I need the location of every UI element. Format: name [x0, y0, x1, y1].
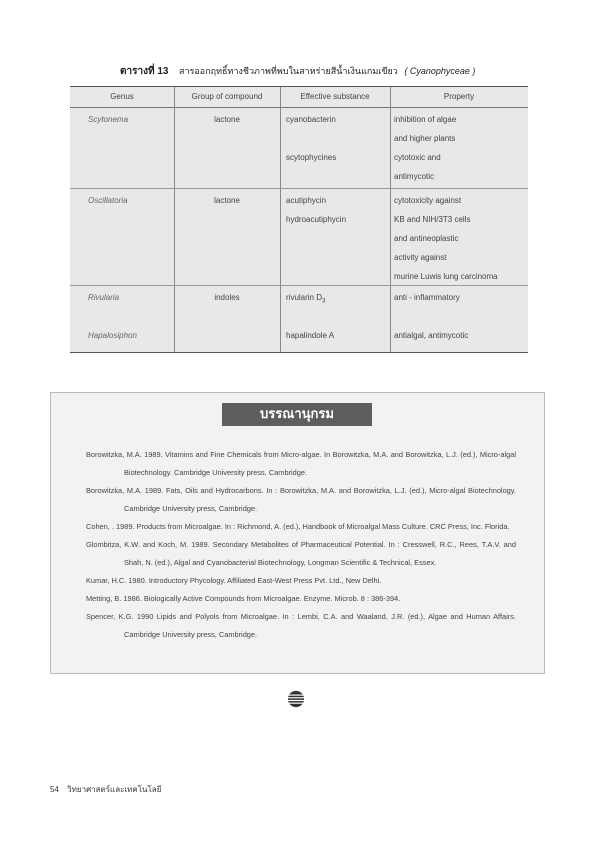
property-cell: antialgal, antimycotic [394, 331, 469, 340]
property-line: murine Luwis lung carcinoma [394, 272, 498, 281]
substance-cell [286, 110, 336, 167]
table-header [70, 87, 528, 108]
property-cell [394, 191, 498, 286]
reference-list [86, 446, 516, 644]
substance-line: hydroacutiphycin [286, 215, 347, 224]
globe-logo-icon [287, 690, 305, 708]
substance-cell [286, 191, 346, 229]
compound-table [70, 86, 528, 353]
reference-item: Spencer, K.G. 1990 Lipids and Polyols from Microalgae. In : Lembi, C.A. and Waaland, J.R. (ed.), Algae and Human Affairs. Cambridge University press, Cambridge. [86, 612, 516, 639]
substance-line: cyanobacterin [286, 115, 336, 124]
reference-item: Glombitza, K.W. and Koch, M. 1989. Secondary Metabolites of Pharmaceutical Potential. In : Cresswell, R.C., Rees, T.A.V. and Shah, N. (ed.), Algal and Cyanobacterial Biotechnology, Longman Scientific & Technical, Essex. [86, 540, 516, 567]
group-cell: lactone [214, 115, 240, 124]
table-title-latin: ( Cyanophyceae ) [404, 66, 476, 76]
substance-line: scytophycines [286, 153, 337, 162]
group-cell: indoles [214, 293, 240, 302]
property-cell [394, 110, 456, 186]
table-title: สารออกฤทธิ์ทางชีวภาพที่พบในสาหร่ายสีน้ำเงินแกมเขียว [179, 66, 398, 76]
property-line: and antineoplastic [394, 234, 459, 243]
page-footer [50, 783, 161, 796]
page-number: 54 [50, 785, 59, 794]
substance-cell [286, 288, 325, 312]
genus-cell: Oscillatoria [88, 196, 128, 205]
table-number: ตารางที่ 13 [120, 66, 169, 77]
journal-title: วิทยาศาสตร์และเทคโนโลยี [67, 785, 162, 794]
column-divider [280, 87, 281, 352]
property-line: and higher plants [394, 134, 456, 143]
reference-item: Borowitzka, M.A. 1989. Fats, Oils and Hydrocarbons. In : Borowitzka, M.A. and Borowitzka, L.J. (ed.), Micro-algal Biotechnology. Cambridge University press, Cambridge. [86, 486, 516, 513]
substance-cell: hapalindole A [286, 331, 335, 340]
table-caption [120, 64, 520, 79]
reference-item: Metting, B. 1986. Biologically Active Compounds from Microalgae. Enzyme. Microb. 8 : 386-394. [86, 594, 401, 603]
header-genus: Genus [110, 92, 134, 101]
property-line: KB and NIH/3T3 cells [394, 215, 471, 224]
reference-item: Kumar, H.C. 1980. Introductory Phycology. Affiliated East-West Press Pvt. Ltd., New Delhi. [86, 576, 382, 585]
header-group: Group of compound [191, 92, 263, 101]
header-substance: Effective substance [300, 92, 370, 101]
group-cell: lactone [214, 196, 240, 205]
substance-line [286, 129, 336, 148]
row-divider [70, 188, 528, 189]
genus-cell: Scytonema [88, 115, 129, 124]
property-line: cytotoxic and [394, 153, 441, 162]
genus-cell: Rivularia [88, 293, 120, 302]
property-line: cytotoxicity against [394, 196, 462, 205]
reference-item: Cohen, . 1989. Products from Microalgae. In : Richmond, A. (ed.), Handbook of Microalgal Mass Culture. CRC Press, Inc. Florida. [86, 522, 510, 531]
bibliography-heading: บรรณานุกรม [222, 403, 372, 426]
substance-subscript: 3 [322, 298, 326, 305]
column-divider [390, 87, 391, 352]
property-line: inhibition of algae [394, 115, 457, 124]
property-cell: anti - inflammatory [394, 293, 460, 302]
reference-item: Borowitzka, M.A. 1989. Vitamins and Fine Chemicals from Micro-algae. In Borowitzka, M.A. and Borowitzka, L.J. (ed.), Micro-algal Biotechnology. Cambridge University press, Cambridge. [86, 450, 516, 477]
substance-line: acutiphycin [286, 196, 327, 205]
header-property: Property [443, 92, 475, 101]
substance-line: rivularin D [286, 293, 323, 302]
property-line: activity against [394, 253, 447, 262]
genus-cell: Hapalosiphon [88, 331, 137, 340]
property-line: antimycotic [394, 172, 435, 181]
